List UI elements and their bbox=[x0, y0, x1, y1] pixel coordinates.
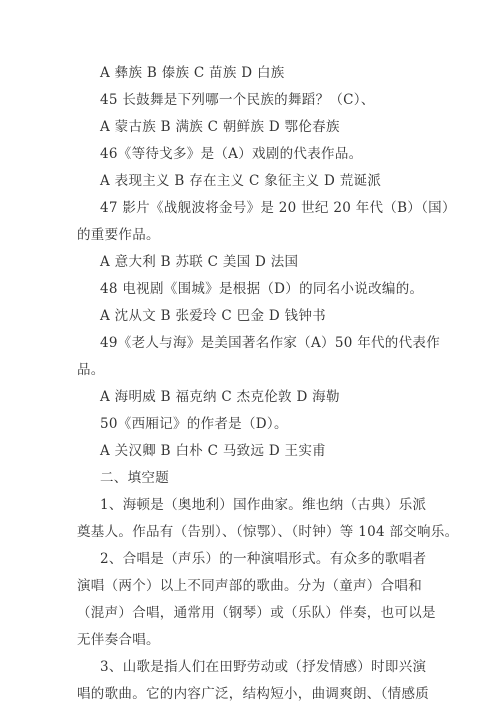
question-46: 46《等待戈多》是（A）戏剧的代表作品。 bbox=[100, 146, 363, 162]
fill-blank-3: 3、山歌是指人们在田野劳动或（抒发情感）时即兴演 bbox=[100, 659, 427, 675]
option-line-44: A 彝族 B 傣族 C 苗族 D 白族 bbox=[100, 65, 285, 81]
fill-blank-2-cont-a: 演唱（两个）以上不同声部的歌曲。分为（童声）合唱和 bbox=[77, 578, 422, 594]
option-line-49: A 海明威 B 福克纳 C 杰克伦敦 D 海勒 bbox=[100, 389, 340, 405]
question-47-cont: 的重要作品。 bbox=[77, 227, 160, 243]
fill-blank-2-cont-c: 无伴奏合唱。 bbox=[77, 632, 160, 648]
option-line-48: A 沈从文 B 张爱玲 C 巴金 D 钱钟书 bbox=[100, 308, 326, 324]
question-50: 50《西厢记》的作者是（D）。 bbox=[100, 416, 288, 432]
question-49: 49《老人与海》是美国著名作家（A）50 年代的代表作 bbox=[100, 335, 440, 351]
fill-blank-1: 1、海顿是（奥地利）国作曲家。维也纳（古典）乐派 bbox=[100, 497, 427, 513]
fill-blank-2-cont-b: （混声）合唱，通常用（钢琴）或（乐队）伴奏，也可以是 bbox=[77, 605, 436, 621]
fill-blank-2: 2、合唱是（声乐）的一种演唱形式。有众多的歌唱者 bbox=[100, 551, 427, 567]
question-48: 48 电视剧《围城》是根据（D）的同名小说改编的。 bbox=[100, 281, 424, 297]
option-line-45: A 蒙古族 B 满族 C 朝鲜族 D 鄂伦春族 bbox=[100, 119, 340, 135]
fill-blank-3-cont: 唱的歌曲。它的内容广泛，结构短小，曲调爽朗、（情感质 bbox=[77, 686, 430, 702]
fill-blank-1-cont: 奠基人。作品有（告别）、（惊鄂）、（时钟）等 104 部交响乐。 bbox=[77, 524, 459, 540]
section-heading: 二、填空题 bbox=[100, 470, 169, 486]
question-45: 45 长鼓舞是下列哪一个民族的舞蹈？（C）、 bbox=[100, 92, 375, 108]
option-line-46: A 表现主义 B 存在主义 C 象征主义 D 荒诞派 bbox=[100, 173, 382, 189]
question-49-cont: 品。 bbox=[77, 362, 105, 378]
question-47: 47 影片《战舰波将金号》是 20 世纪 20 年代（B）（国） bbox=[100, 200, 456, 216]
option-line-50: A 关汉卿 B 白朴 C 马致远 D 王实甫 bbox=[100, 443, 326, 459]
option-line-47: A 意大利 B 苏联 C 美国 D 法国 bbox=[100, 254, 299, 270]
